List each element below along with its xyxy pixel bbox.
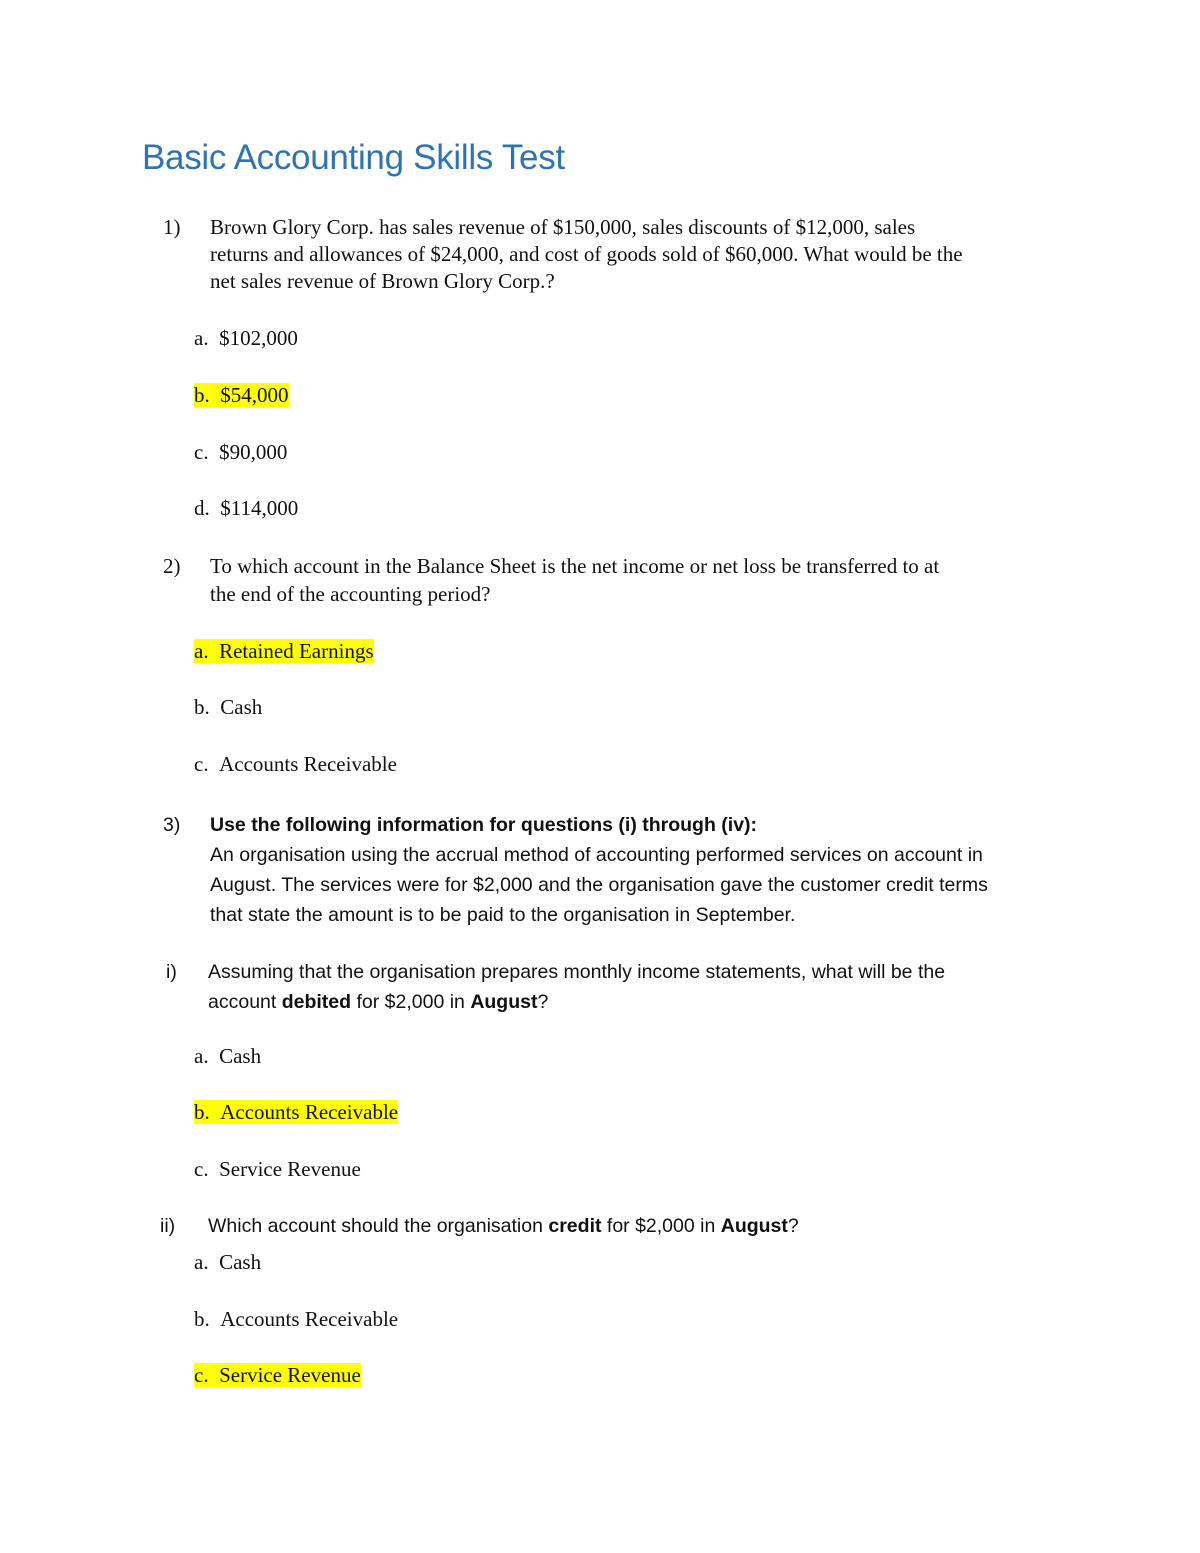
option-text: Cash: [219, 1044, 262, 1068]
option-letter: a.: [194, 326, 209, 350]
text-run: Which account should the organisation: [208, 1215, 549, 1237]
option-text: Service Revenue: [219, 1157, 361, 1181]
option-text: $54,000: [220, 383, 289, 407]
question-text-line: To which account in the Balance Sheet is the net income or net loss be transferred to at: [210, 554, 940, 578]
text-run: ?: [537, 991, 549, 1013]
option-text: Cash: [220, 695, 263, 719]
question-number: i): [166, 961, 177, 983]
option-letter: c.: [194, 1363, 209, 1387]
option-letter: b.: [194, 1307, 210, 1331]
question-text-line: [208, 987, 548, 1017]
answer-option-highlighted: [194, 1361, 361, 1389]
question-text-line: An organisation using the accrual method of accounting performed services on account in: [210, 844, 983, 866]
option-letter: d.: [194, 496, 210, 520]
option-letter: b.: [194, 383, 210, 407]
text-run: ?: [787, 1215, 799, 1237]
answer-option: [194, 324, 298, 352]
text-run: for $2,000 in: [351, 991, 471, 1013]
answer-option: [194, 1155, 361, 1183]
question-text-line: the end of the accounting period?: [210, 582, 491, 606]
answer-option-highlighted: [194, 1098, 398, 1126]
option-text: Retained Earnings: [219, 639, 374, 663]
question-text-line: returns and allowances of $24,000, and cost of goods sold of $60,000. What would be the: [210, 242, 963, 266]
answer-option: [194, 750, 397, 778]
option-text: Accounts Receivable: [220, 1100, 399, 1124]
page-title: Basic Accounting Skills Test: [142, 138, 565, 177]
answer-option-highlighted: [194, 637, 374, 665]
option-letter: a.: [194, 1250, 209, 1274]
emphasis-month: August: [470, 991, 538, 1013]
option-letter: a.: [194, 1044, 209, 1068]
question-text-line: Brown Glory Corp. has sales revenue of $150,000, sales discounts of $12,000, sales: [210, 215, 916, 239]
option-text: $90,000: [219, 440, 288, 464]
question-text-line: [208, 1211, 799, 1241]
option-text: Accounts Receivable: [220, 1307, 399, 1331]
option-text: Accounts Receivable: [219, 752, 397, 776]
text-run: account: [208, 991, 282, 1013]
emphasis-debited: debited: [281, 991, 352, 1013]
question-number: 1): [163, 215, 181, 239]
option-text: $102,000: [219, 326, 298, 350]
answer-option: [194, 1305, 398, 1333]
answer-option: [194, 438, 287, 466]
question-text-line: that state the amount is to be paid to the organisation in September.: [210, 904, 796, 926]
option-text: Cash: [219, 1250, 262, 1274]
answer-option: [194, 693, 262, 721]
option-letter: b.: [194, 695, 210, 719]
question-text-line: net sales revenue of Brown Glory Corp.?: [210, 269, 555, 293]
question-number: 2): [163, 554, 181, 578]
question-number: 3): [163, 814, 181, 836]
question-text-line: Assuming that the organisation prepares monthly income statements, what will be the: [208, 961, 946, 983]
option-letter: c.: [194, 1157, 209, 1181]
answer-option: [194, 1042, 261, 1070]
answer-option: [194, 1248, 261, 1276]
option-letter: c.: [194, 440, 209, 464]
question-number: ii): [160, 1215, 176, 1237]
emphasis-month: August: [720, 1215, 788, 1237]
option-letter: a.: [194, 639, 209, 663]
answer-option-highlighted: [194, 381, 289, 409]
option-text: Service Revenue: [219, 1363, 361, 1387]
answer-option: [194, 494, 298, 522]
text-run: for $2,000 in: [601, 1215, 721, 1237]
question-text-line: August. The services were for $2,000 and the organisation gave the customer credit terms: [210, 874, 988, 896]
option-text: $114,000: [220, 496, 299, 520]
question-heading: Use the following information for questions (i) through (iv):: [210, 814, 758, 836]
option-letter: c.: [194, 752, 209, 776]
emphasis-credit: credit: [548, 1215, 602, 1237]
option-letter: b.: [194, 1100, 210, 1124]
